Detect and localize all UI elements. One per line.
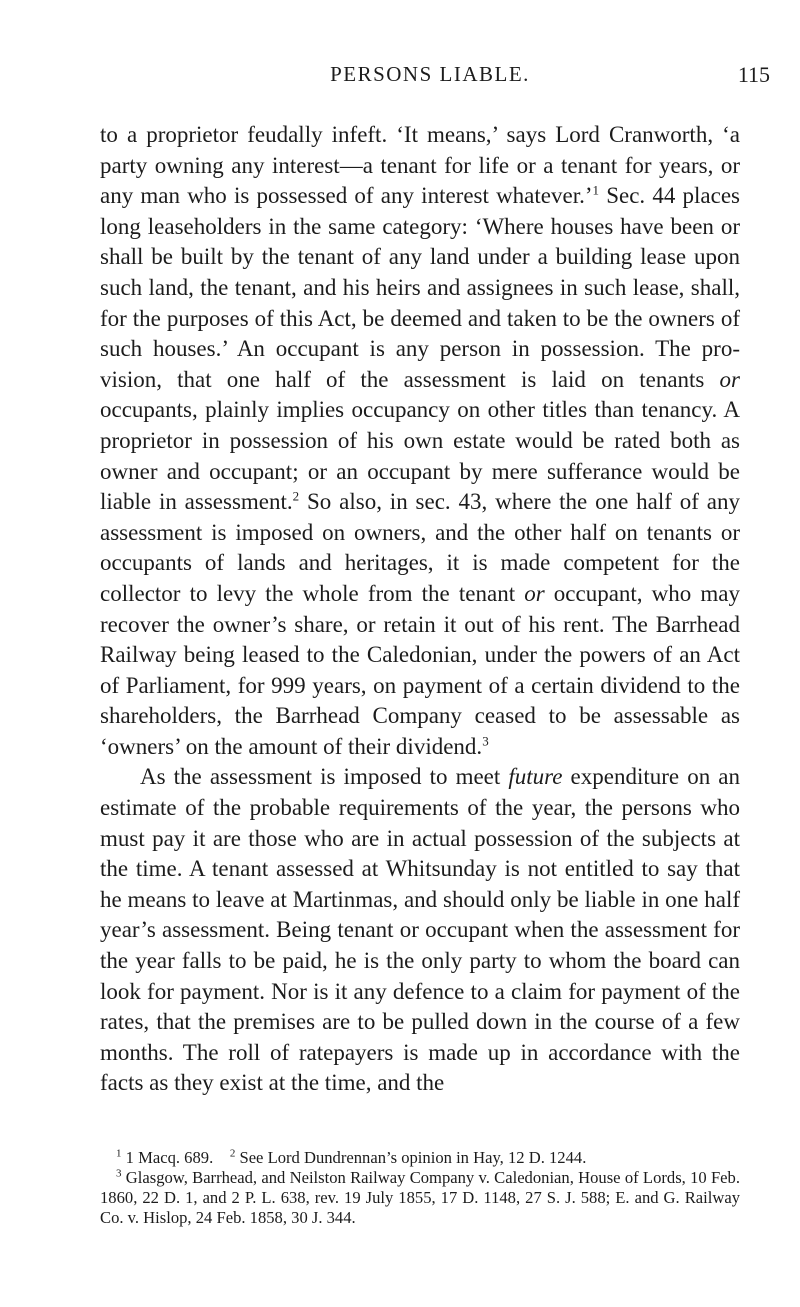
footnote-1-text: 1 Macq. 689. (121, 1148, 214, 1167)
footnote-2-text: See Lord Dundrennan’s opinion in Hay, 12 D. 1244. (235, 1148, 587, 1167)
paragraph-1-text-a: to a proprietor feudally infeft. ‘It means,’ says Lord Cranworth, ‘a party owning any interest—a tenant for life or a tenant for years, or any man who is possessed of any interest whatever.’ (100, 122, 740, 209)
paragraph-2 (100, 762, 740, 1099)
footnote-ref-3: 3 (482, 733, 489, 749)
footnote-1-mark: 1 (116, 1147, 122, 1160)
paragraph-1 (100, 120, 740, 762)
footnote-3-text: Glasgow, Barrhead, and Neilston Railway Company v. Caledonian, House of Lords, 10 Feb. 1860, 22 D. 1, and 2 P. L. 638, rev. 19 July 1855, 17 D. 1148, 27 S. J. 588; E. and G. Railway Co. v. Hislop, 24 Feb. 1858, 30 J. 344. (100, 1168, 740, 1227)
paragraph-1-text-b: Sec. 44 places long leaseholders in the same category: ‘Where houses have been or shall be built by the tenant of any land under a building lease upon such land, the tenant, and his heirs and assignees in such lease, shall, for the purposes of this Act, be deemed and taken to be the owners of such houses.’ An occupant is any person in possession. The provision, that one half of the assessment is laid on tenants (100, 183, 740, 392)
paragraph-1-text-e: occupant, who may recover the owner’s share, or retain it out of his rent. The Barrhead Railway being leased to the Caledonian, under the powers of an Act of Parliament, for 999 years, on payment of a certain dividend to the shareholders, the Barrhead Company ceased to be assessable as ‘owners’ on the amount of their dividend. (100, 580, 740, 759)
page-number: 115 (737, 62, 770, 87)
footnotes-1-2 (100, 1148, 740, 1168)
footnote-3 (100, 1168, 740, 1228)
footnote-3-mark: 3 (116, 1167, 122, 1180)
italic-or-2: or (524, 580, 545, 606)
footnote-ref-2: 2 (292, 488, 300, 504)
italic-future: future (508, 764, 563, 790)
paragraph-1-text-c: occupants, plainly implies occupancy on other titles than tenancy. A proprietor in possession of his own estate would be rated both as owner and occupant; or an occupant by mere sufferance would be liable in assessment. (100, 397, 740, 515)
footnote-ref-1: 1 (592, 182, 599, 198)
paragraph-2-text-b: expenditure on an estimate of the probable requirements of the year, the persons who must pay it are those who are in actual possession of the subjects at the time. A tenant assessed at Whitsunday is not entitled to say that he means to leave at Martinmas, and should only be liable in one half year’s assessment. Being tenant or occupant when the assessment for the year falls to be paid, he is the only party to whom the board can look for payment. Nor is it any defence to a claim for payment of the rates, that the premises are to be pulled down in the course of a few months. The roll of ratepayers is made up in accordance with the facts as they exist at the time, and the (100, 764, 740, 1096)
paragraph-2-text-a: As the assessment is imposed to meet (140, 764, 509, 790)
body-text (100, 120, 740, 1099)
page-header (90, 62, 770, 92)
footnote-2-mark: 2 (229, 1147, 236, 1160)
paragraph-1-text-d: So also, in sec. 43, where the one half of any assessment is imposed on owners, and the other half on tenants or occupants of lands and heritages, it is made competent for the collector to levy the whole from the tenant (100, 489, 741, 606)
italic-or-1: or (719, 366, 740, 392)
running-head: PERSONS LIABLE. (330, 62, 530, 86)
footnotes (100, 1148, 740, 1228)
